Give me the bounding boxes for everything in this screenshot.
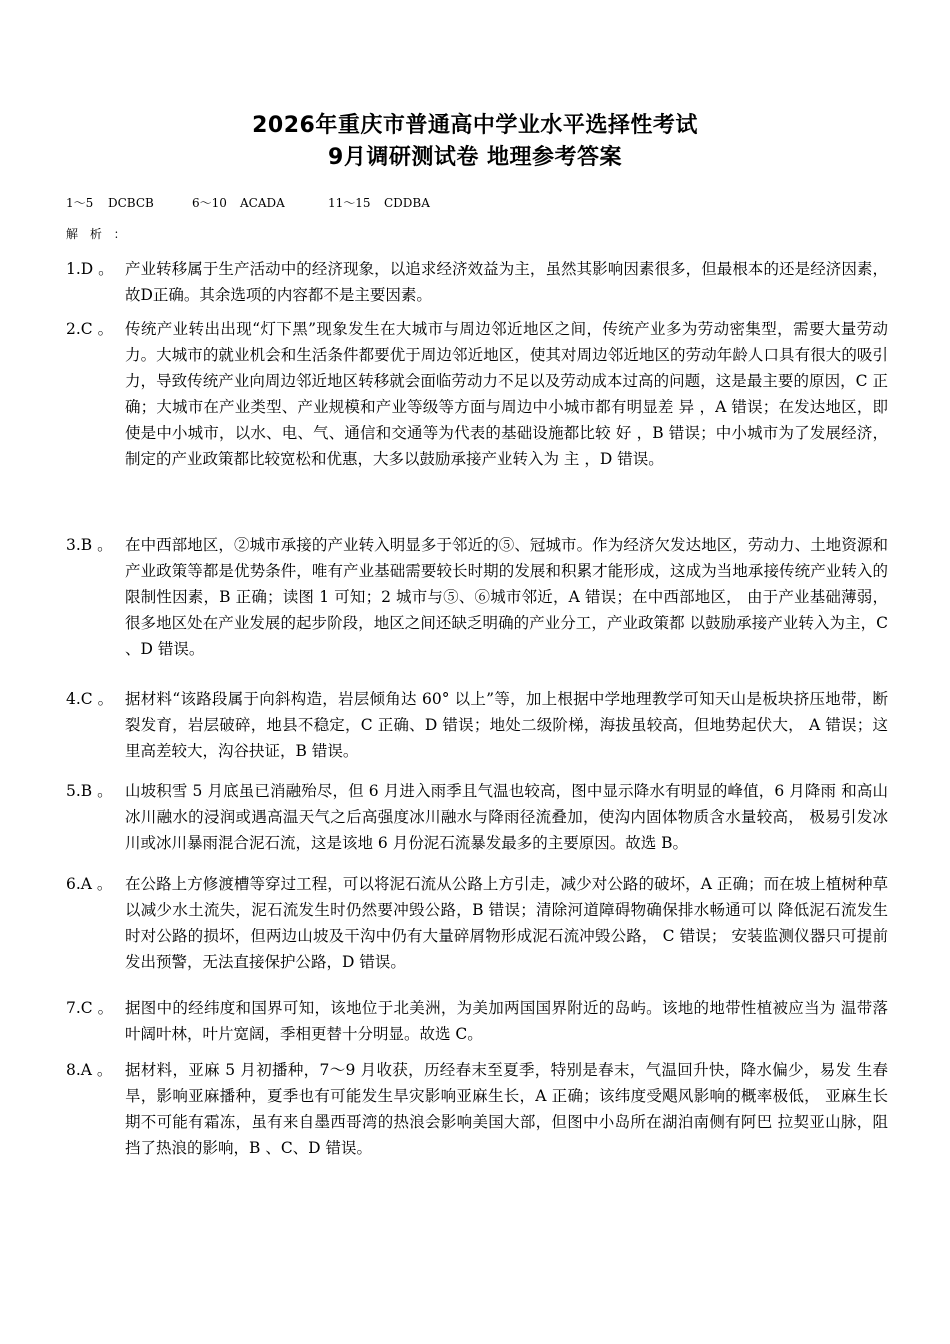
item-text: 传统产业转出出现“灯下黑”现象发生在大城市与周边邻近地区之间，传统产业多为劳动密集型，需要大量劳动力。大城市的就业机会和生活条件都要优于周边邻近地区，使其对周边邻近地区的劳动年龄人口具有很大的吸引力，导致传统产业向周边邻近地区转移就会面临劳动力不足以及劳动成本过高的问题，这是最主要的原因，C 正确；大城市在产业类型、产业规模和产业等级等方面与周边中小城市都有明显差 异 ，A 错误；在发达地区，即使是中小城市，以水、电、气、通信和交通等为代表的基础设施都比较 好 ，B 错误；中小城市为了发展经济，制定的产业政策都比较宽松和优惠，大多以鼓励承接产业转入为 主 ，D 错误。: [125, 320, 888, 468]
answer-item: [66, 686, 888, 764]
answer-item: [66, 256, 888, 308]
answer-item: [66, 532, 888, 662]
item-number: 7.C 。: [66, 999, 114, 1017]
answer-range: 11～15: [328, 196, 371, 210]
answer-range: 6～10: [192, 196, 227, 210]
item-text: 山坡积雪 5 月底虽已消融殆尽，但 6 月进入雨季且气温也较高，图中显示降水有明显的峰值，6 月降雨 和高山冰川融水的浸润或遇高温天气之后高强度冰川融水与降雨径流叠加，使沟内固体物质含水量较高， 极易引发冰川或冰川暴雨混合泥石流，这是该地 6 月份泥石流暴发最多的主要原因。故选 B。: [125, 782, 888, 852]
item-text: 据材料，亚麻 5 月初播种，7～9 月收获，历经春末至夏季，特别是春末，气温回升快，降水偏少，易发 生春旱，影响亚麻播种，夏季也有可能发生旱灾影响亚麻生长，A 正确；该纬度受飓风影响的概率极低， 亚麻生长期不可能有霜冻，虽有来自墨西哥湾的热浪会影响美国大部，但图中小岛所在湖泊南侧有阿巴 拉契亚山脉，阻挡了热浪的影响，B 、C、D 错误。: [125, 1061, 888, 1157]
document-title: 2026年重庆市普通高中学业水平选择性考试: [252, 113, 698, 138]
item-text: 产业转移属于生产活动中的经济现象，以追求经济效益为主，虽然其影响因素很多，但最根本的还是经济因素，故D正确。其余选项的内容都不是主要因素。: [125, 260, 888, 304]
document-subtitle: 9月调研测试卷 地理参考答案: [328, 145, 622, 170]
answer-range: 1～5: [66, 196, 94, 210]
item-number: 3.B 。: [66, 536, 113, 554]
item-text: 据图中的经纬度和国界可知，该地位于北美洲，为美加两国国界附近的岛屿。该地的地带性植被应当为 温带落叶阔叶林，叶片宽阔，季相更替十分明显。故选 C。: [125, 999, 888, 1043]
answer-keys: DCBCB: [108, 196, 154, 210]
item-number: 4.C 。: [66, 690, 114, 708]
answer-item: [66, 995, 888, 1047]
answer-keys: ACADA: [240, 196, 285, 210]
answer-item: [66, 871, 888, 975]
answer-key-row: [66, 194, 430, 211]
item-text: 据材料“该路段属于向斜构造，岩层倾角达 60° 以上”等，加上根据中学地理教学可知天山是板块挤压地带，断裂发育，岩层破碎，地县不稳定，C 正确、D 错误；地处二级阶梯，海拔虽较高，但地势起伏大， A 错误；这里高差较大，沟谷抉证，B 错误。: [125, 690, 888, 760]
item-number: 8.A 。: [66, 1061, 113, 1079]
item-number: 5.B 。: [66, 782, 113, 800]
answer-item: [66, 1057, 888, 1161]
item-number: 2.C 。: [66, 320, 114, 338]
item-text: 在公路上方修渡槽等穿过工程，可以将泥石流从公路上方引走，减少对公路的破坏，A 正确；而在坡上植树种草以减少水土流失，泥石流发生时仍然要冲毁公路，B 错误；清除河道障碍物确保排水畅通可以 降低泥石流发生时对公路的损坏，但两边山坡及干沟中仍有大量碎屑物形成泥石流冲毁公路， C 错误； 安装监测仪器只可提前发出预警，无法直接保护公路，D 错误。: [125, 875, 888, 971]
analysis-label: 解 析 ：: [66, 227, 130, 241]
item-number: 6.A 。: [66, 875, 113, 893]
answer-item: [66, 316, 888, 472]
item-text: 在中西部地区，②城市承接的产业转入明显多于邻近的⑤、冠城市。作为经济欠发达地区，劳动力、土地资源和产业政策等都是优势条件，唯有产业基础需要较长时期的发展和积累才能形成，这成为当地承接传统产业转入的限制性因素，B 正确；读图 1 可知；2 城市与⑤、⑥城市邻近，A 错误；在中西部地区， 由于产业基础薄弱，很多地区处在产业发展的起步阶段，地区之间还缺乏明确的产业分工，产业政策都 以鼓励承接产业转入为主，C 、D 错误。: [125, 536, 888, 658]
answer-keys: CDDBA: [384, 196, 430, 210]
item-number: 1.D 。: [66, 260, 114, 278]
answer-item: [66, 778, 888, 856]
